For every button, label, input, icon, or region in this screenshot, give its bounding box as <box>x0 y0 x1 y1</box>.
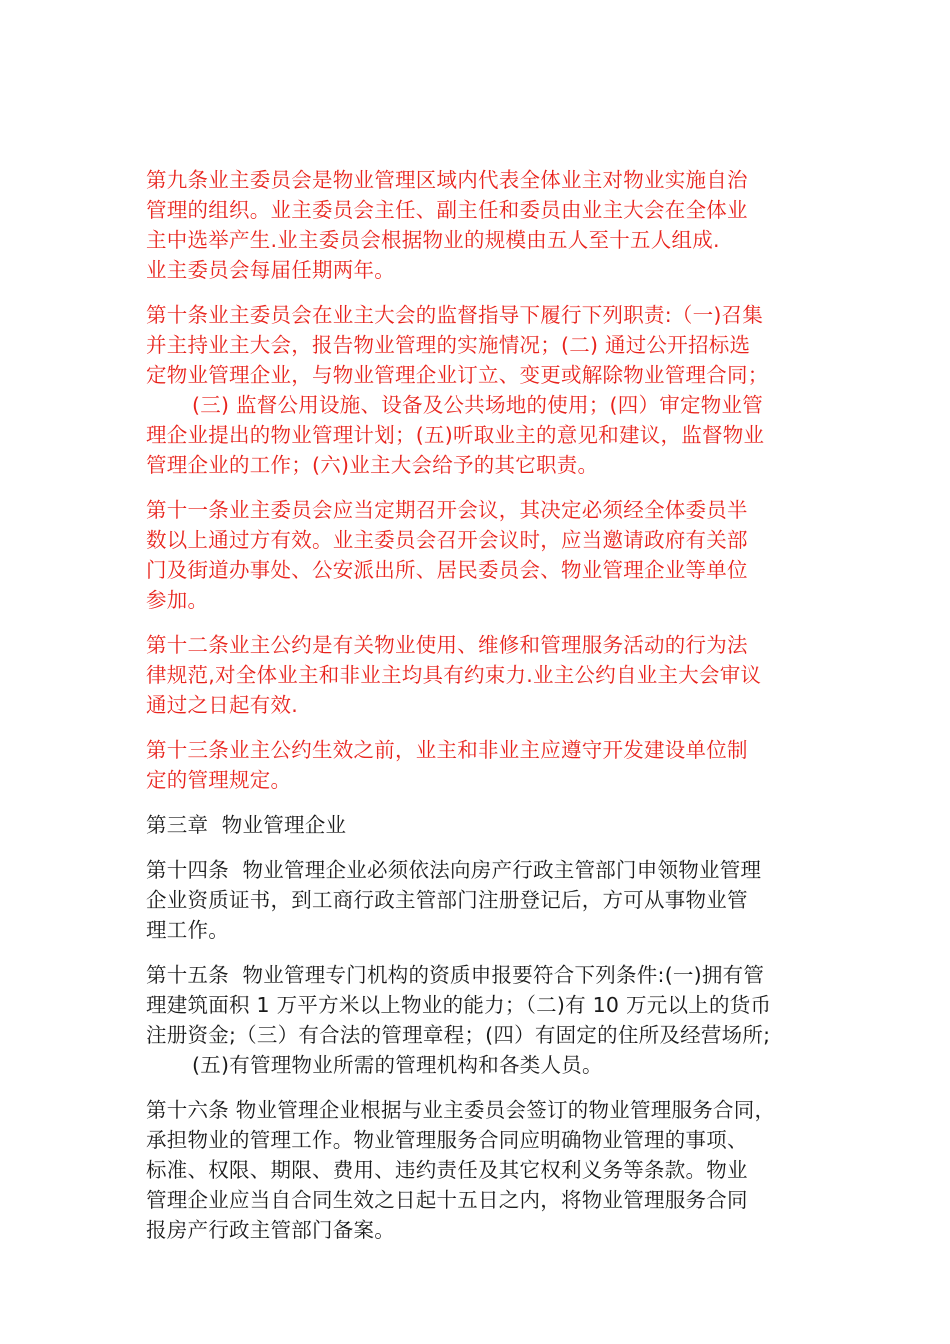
text-line: 第三章 物业管理企业 <box>146 813 347 837</box>
text-line: 第十五条 物业管理专门机构的资质申报要符合下列条件:(一)拥有管 <box>146 963 765 987</box>
text-line: 业主委员会每届任期两年。 <box>146 258 395 282</box>
text-line: 注册资金;（三）有合法的管理章程；(四）有固定的住所及经营场所; <box>146 1023 771 1047</box>
article-15-paragraph <box>146 960 814 1080</box>
chapter-3-heading <box>146 810 814 840</box>
article-13-paragraph <box>146 735 814 795</box>
article-12-paragraph <box>146 630 814 720</box>
text-line: 第十一条业主委员会应当定期召开会议，其决定必须经全体委员半 <box>146 498 748 522</box>
text-line: 第十四条 物业管理企业必须依法向房产行政主管部门申领物业管理 <box>146 858 762 882</box>
text-line: 通过之日起有效. <box>146 693 299 717</box>
text-line: 理工作。 <box>146 918 229 942</box>
text-line: 定物业管理企业，与物业管理企业订立、变更或解除物业管理合同； <box>146 363 769 387</box>
article-14-paragraph <box>146 855 814 945</box>
text-line: 第十二条业主公约是有关物业使用、维修和管理服务活动的行为法 <box>146 633 748 657</box>
text-line: 承担物业的管理工作。物业管理服务合同应明确物业管理的事项、 <box>146 1128 748 1152</box>
article-11-paragraph <box>146 495 814 615</box>
text-line: 第十六条 物业管理企业根据与业主委员会签订的物业管理服务合同， <box>146 1098 776 1122</box>
text-line: 理建筑面积 1 万平方米以上物业的能力；（二)有 10 万元以上的货币 <box>146 993 772 1017</box>
text-line: 企业资质证书，到工商行政主管部门注册登记后，方可从事物业管 <box>146 888 748 912</box>
text-line: 管理企业应当自合同生效之日起十五日之内，将物业管理服务合同 <box>146 1188 748 1212</box>
article-10-paragraph <box>146 300 814 480</box>
text-line: 主中选举产生.业主委员会根据物业的规模由五人至十五人组成. <box>146 228 720 252</box>
text-line: 理企业提出的物业管理计划；(五)听取业主的意见和建议，监督物业 <box>146 423 765 447</box>
text-line: 定的管理规定。 <box>146 768 292 792</box>
text-line: 并主持业主大会，报告物业管理的实施情况；(二) 通过公开招标选 <box>146 333 751 357</box>
text-line: 门及街道办事处、公安派出所、居民委员会、物业管理企业等单位 <box>146 558 748 582</box>
text-line: 第九条业主委员会是物业管理区域内代表全体业主对物业实施自治 <box>146 168 748 192</box>
document-page <box>146 165 814 1260</box>
text-line: (三) 监督公用设施、设备及公共场地的使用；(四）审定物业管 <box>192 393 764 417</box>
text-line: 第十三条业主公约生效之前，业主和非业主应遵守开发建设单位制 <box>146 738 748 762</box>
text-line: 报房产行政主管部门备案。 <box>146 1218 395 1242</box>
article-9-paragraph <box>146 165 814 285</box>
text-line: (五)有管理物业所需的管理机构和各类人员。 <box>192 1053 603 1077</box>
text-line: 管理的组织。业主委员会主任、副主任和委员由业主大会在全体业 <box>146 198 748 222</box>
article-16-paragraph <box>146 1095 814 1245</box>
text-line: 参加。 <box>146 588 209 612</box>
text-line: 标准、权限、期限、费用、违约责任及其它权利义务等条款。物业 <box>146 1158 748 1182</box>
text-line: 律规范,对全体业主和非业主均具有约束力.业主公约自业主大会审议 <box>146 663 762 687</box>
text-line: 第十条业主委员会在业主大会的监督指导下履行下列职责:（一)召集 <box>146 303 764 327</box>
text-line: 管理企业的工作；(六)业主大会给予的其它职责。 <box>146 453 599 477</box>
text-line: 数以上通过方有效。业主委员会召开会议时，应当邀请政府有关部 <box>146 528 748 552</box>
